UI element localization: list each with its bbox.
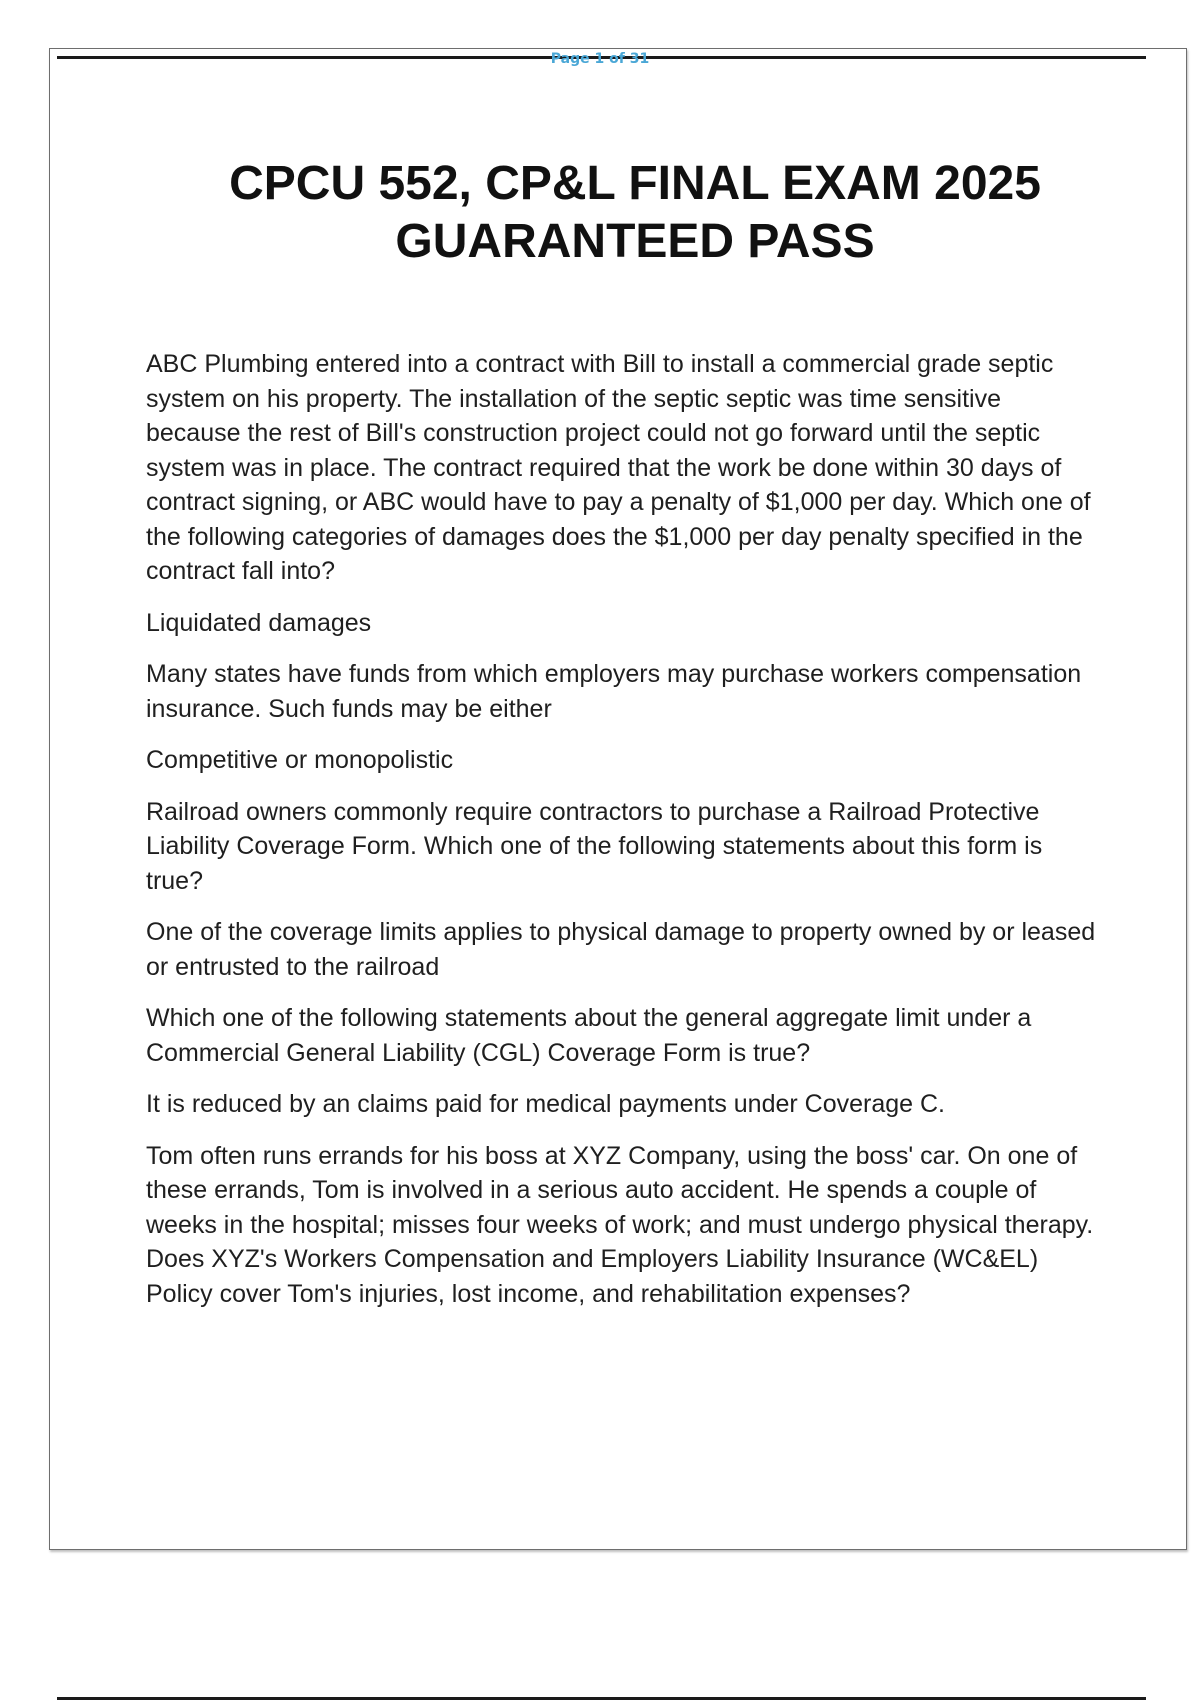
question-5: Tom often runs errands for his boss at XYZ Company, using the boss' car. On one of these errands, Tom is involved in a serious auto accident. He spends a couple of weeks in the hospital; misses four weeks of work; and must undergo physical therapy. Does XYZ's Workers Compensation and Employers Liability Insurance (WC&EL) Policy cover Tom's injuries, lost income, and rehabilitation expenses? bbox=[146, 1141, 1094, 1308]
title-line-2: GUARANTEED PASS bbox=[395, 215, 875, 268]
document-body bbox=[146, 347, 1096, 1328]
answer-2: Competitive or monopolistic bbox=[146, 746, 454, 774]
answer-4: It is reduced by an claims paid for medical payments under Coverage C. bbox=[146, 1090, 945, 1118]
title-line-1: CPCU 552, CP&L FINAL EXAM 2025 bbox=[229, 157, 1041, 210]
question-4: Which one of the following statements about the general aggregate limit under a Commercial General Liability (CGL) Coverage Form is true? bbox=[146, 1004, 1032, 1067]
answer-3: One of the coverage limits applies to physical damage to property owned by or leased or entrusted to the railroad bbox=[146, 918, 1096, 981]
question-2: Many states have funds from which employers may purchase workers compensation insurance. Such funds may be either bbox=[146, 660, 1082, 723]
answer-1: Liquidated damages bbox=[146, 608, 372, 637]
document-title bbox=[60, 155, 1200, 271]
question-1: ABC Plumbing entered into a contract with Bill to install a commercial grade septic system on his property. The installation of the septic septic was time sensitive because the rest of Bill's construction project could not go forward until the septic system was in place. The contract required that the work be done within 30 days of contract signing, or ABC would have to pay a penalty of $1,000 per day. Which one of the following categories of damages does the $1,000 per day penalty specified in the contract fall into? bbox=[146, 350, 1091, 585]
page-indicator: Page 1 of 31 bbox=[550, 51, 650, 67]
question-3: Railroad owners commonly require contractors to purchase a Railroad Protective Liability Coverage Form. Which one of the following statements about this form is true? bbox=[146, 797, 1043, 895]
